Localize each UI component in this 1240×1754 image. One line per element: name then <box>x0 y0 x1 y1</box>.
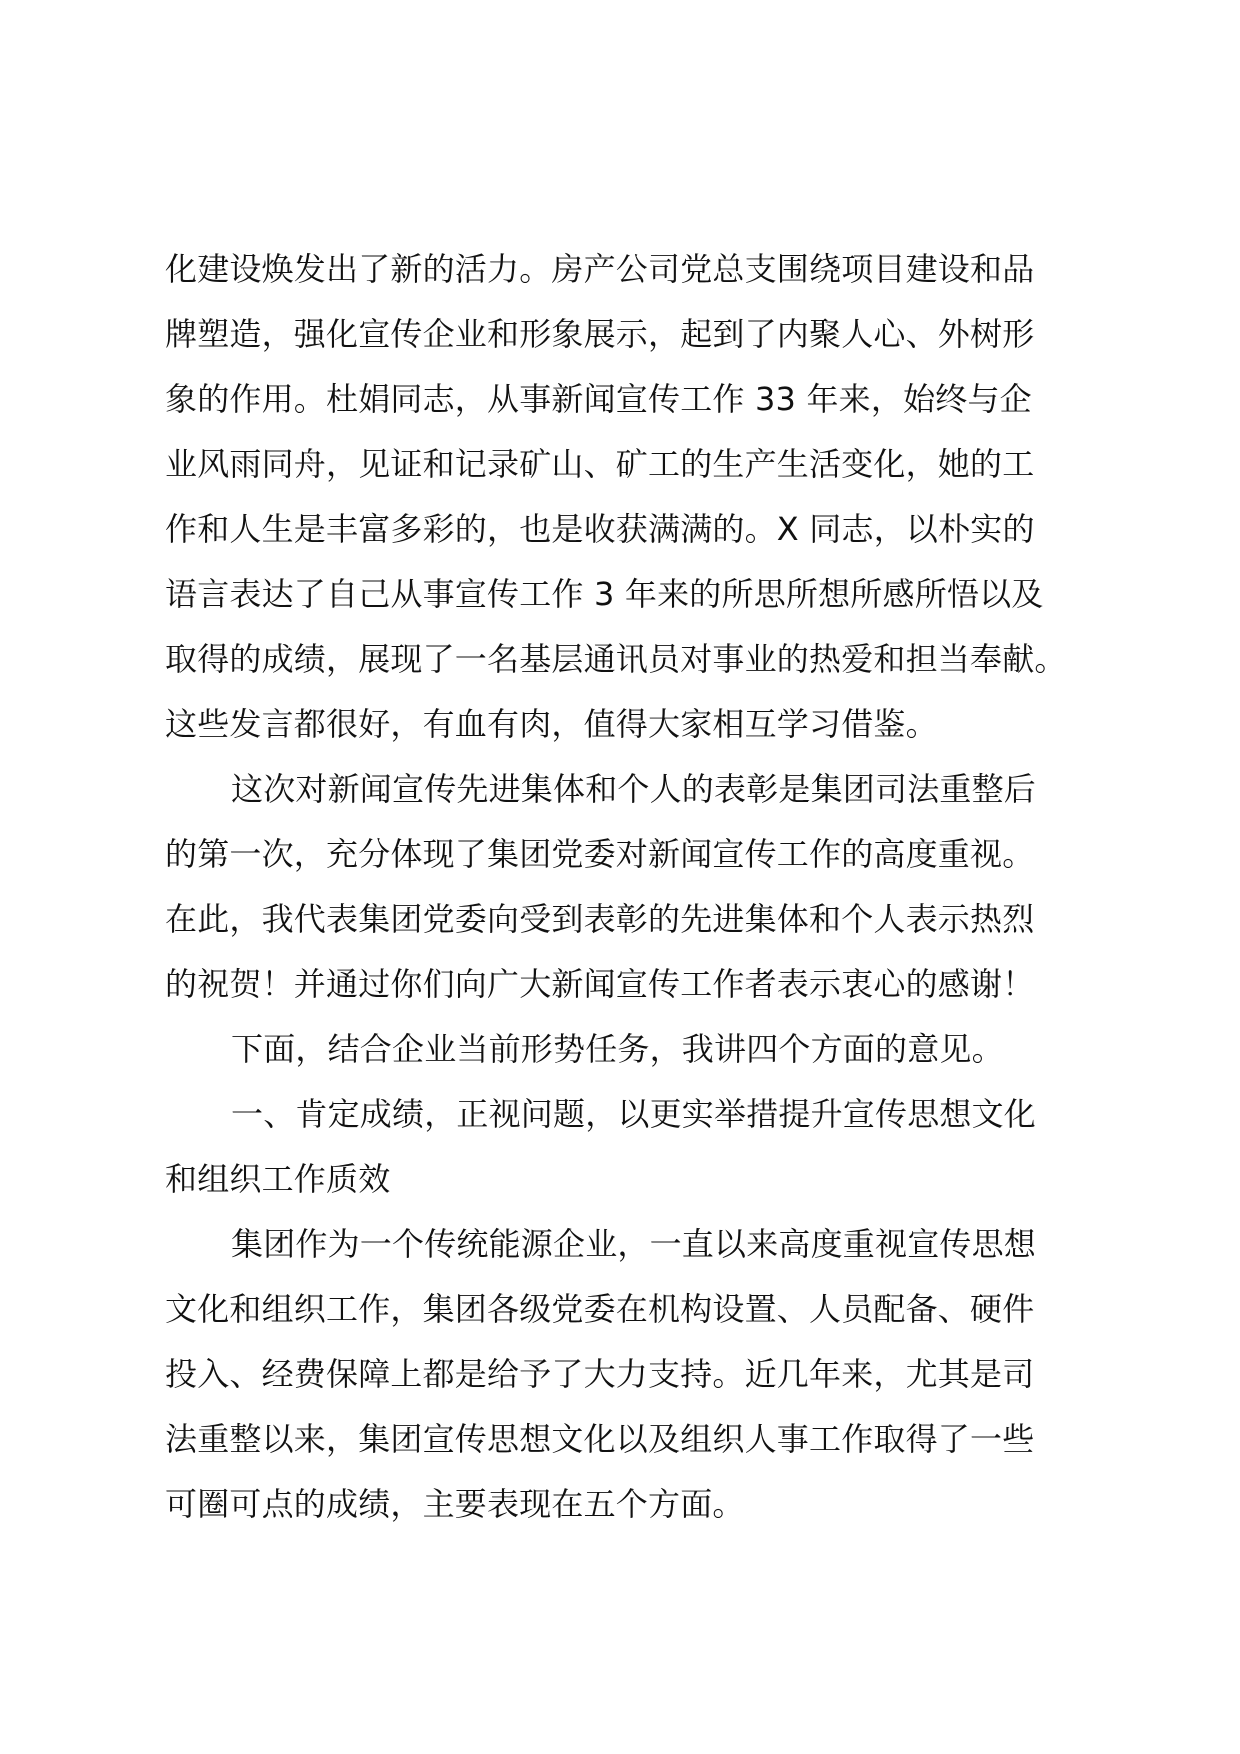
text-line-11: 在此，我代表集团党委向受到表彰的先进集体和个人表示热烈 <box>165 900 1035 938</box>
text-line-10: 的第一次，充分体现了集团党委对新闻宣传工作的高度重视。 <box>165 835 1035 873</box>
text-line-19: 法重整以来，集团宣传思想文化以及组织人事工作取得了一些 <box>165 1420 1035 1458</box>
text-line-8: 这些发言都很好，有血有肉，值得大家相互学习借鉴。 <box>165 705 938 743</box>
text-line-16: 集团作为一个传统能源企业，一直以来高度重视宣传思想 <box>231 1225 1037 1263</box>
text-line-20: 可圈可点的成绩，主要表现在五个方面。 <box>165 1485 745 1523</box>
section-heading-line-2: 和组织工作质效 <box>165 1160 391 1198</box>
text-line-18: 投入、经费保障上都是给予了大力支持。近几年来，尤其是司 <box>165 1355 1035 1393</box>
text-line-4: 业风雨同舟，见证和记录矿山、矿工的生产生活变化，她的工 <box>165 445 1035 483</box>
text-line-7: 取得的成绩，展现了一名基层通讯员对事业的热爱和担当奉献。 <box>165 640 1067 678</box>
text-line-1: 化建设焕发出了新的活力。房产公司党总支围绕项目建设和品 <box>165 250 1035 288</box>
text-line-12: 的祝贺！并通过你们向广大新闻宣传工作者表示衷心的感谢！ <box>165 965 1035 1003</box>
text-line-9: 这次对新闻宣传先进集体和个人的表彰是集团司法重整后 <box>231 770 1037 808</box>
text-line-6: 语言表达了自己从事宣传工作 3 年来的所思所想所感所悟以及 <box>165 575 1044 613</box>
text-line-17: 文化和组织工作，集团各级党委在机构设置、人员配备、硬件 <box>165 1290 1035 1328</box>
text-line-13: 下面，结合企业当前形势任务，我讲四个方面的意见。 <box>231 1030 1004 1068</box>
text-line-5: 作和人生是丰富多彩的，也是收获满满的。X 同志，以朴实的 <box>165 510 1035 548</box>
text-line-3: 象的作用。杜娟同志，从事新闻宣传工作 33 年来，始终与企 <box>165 380 1032 418</box>
text-line-2: 牌塑造，强化宣传企业和形象展示，起到了内聚人心、外树形 <box>165 315 1035 353</box>
document-body <box>165 237 1095 1537</box>
section-heading-line-1: 一、肯定成绩，正视问题，以更实举措提升宣传思想文化 <box>231 1095 1037 1133</box>
